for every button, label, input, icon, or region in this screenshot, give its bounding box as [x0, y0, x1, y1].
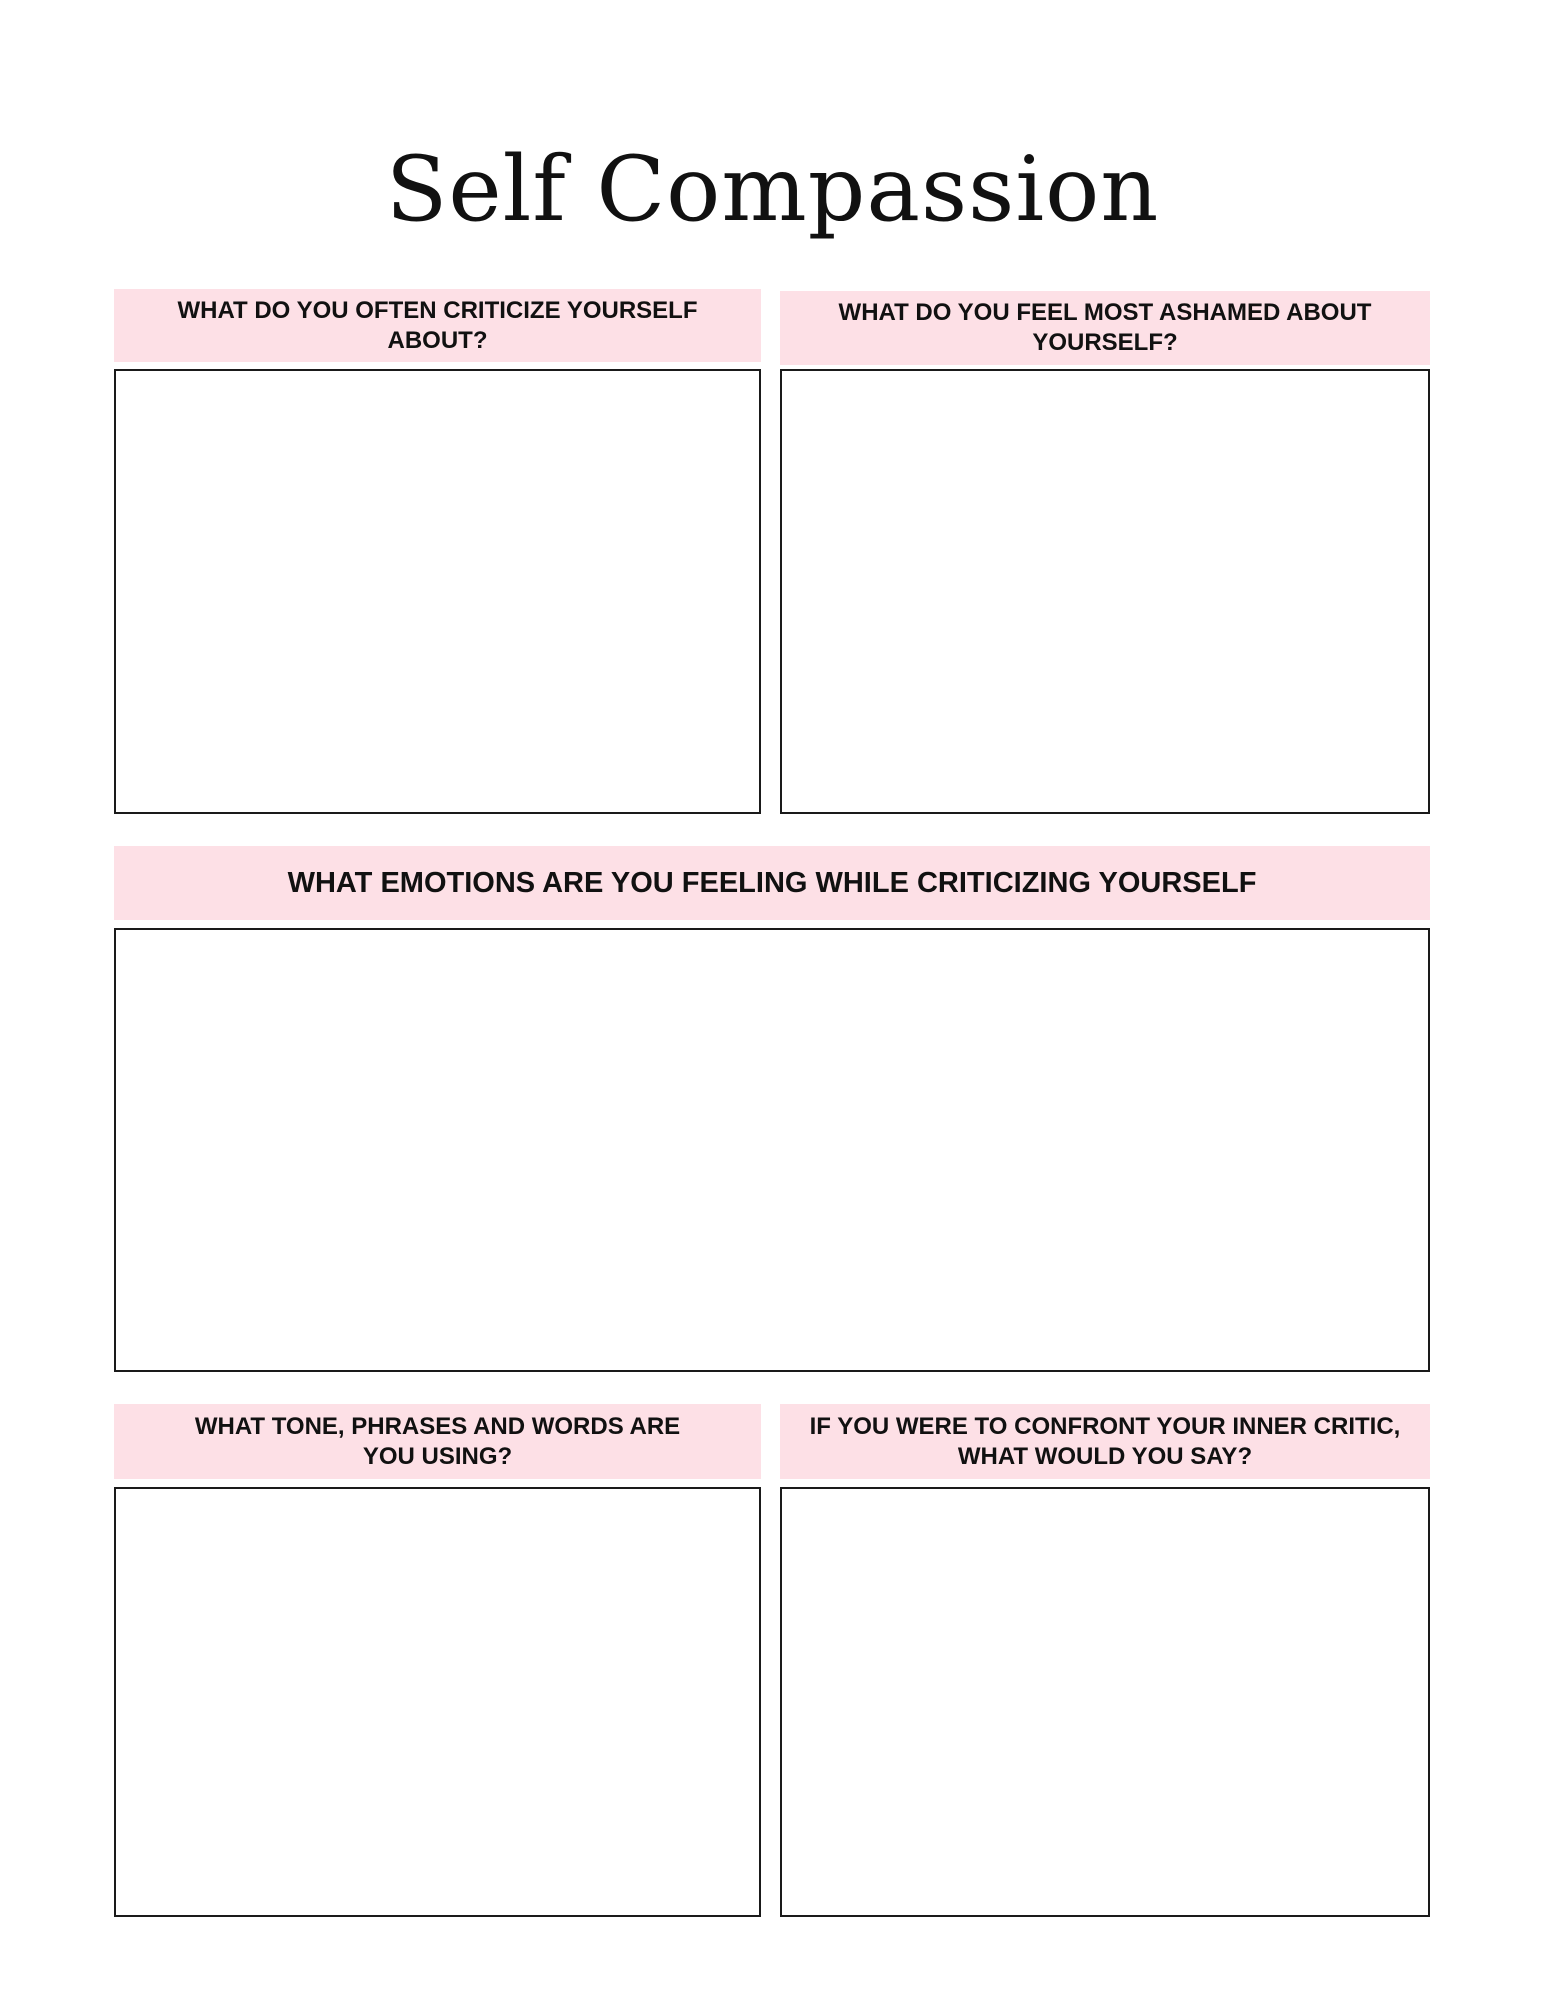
answer-box-ashamed[interactable]: [780, 369, 1430, 814]
prompt-criticize-label: [114, 289, 761, 362]
answer-box-confront[interactable]: [780, 1487, 1430, 1917]
prompt-criticize-text: WHAT DO YOU OFTEN CRITICIZE YOURSELF ABOUT?: [177, 296, 698, 354]
answer-box-emotions[interactable]: [114, 928, 1430, 1372]
prompt-emotions-label: [114, 846, 1430, 920]
answer-box-tone[interactable]: [114, 1487, 761, 1917]
prompt-confront-text: IF YOU WERE TO CONFRONT YOUR INNER CRITIC, WHAT WOULD YOU SAY?: [809, 1412, 1401, 1470]
page-title: Self Compassion: [385, 137, 1160, 242]
prompt-confront-label: [780, 1404, 1430, 1479]
prompt-ashamed-text: WHAT DO YOU FEEL MOST ASHAMED ABOUT YOURSELF?: [838, 299, 1372, 356]
prompt-tone-text: WHAT TONE, PHRASES AND WORDS ARE YOU USING?: [194, 1412, 681, 1470]
prompt-ashamed-label: [780, 291, 1430, 365]
prompt-emotions-text: WHAT EMOTIONS ARE YOU FEELING WHILE CRITICIZING YOURSELF: [287, 866, 1257, 899]
prompt-tone-label: [114, 1404, 761, 1479]
answer-box-criticize[interactable]: [114, 369, 761, 814]
